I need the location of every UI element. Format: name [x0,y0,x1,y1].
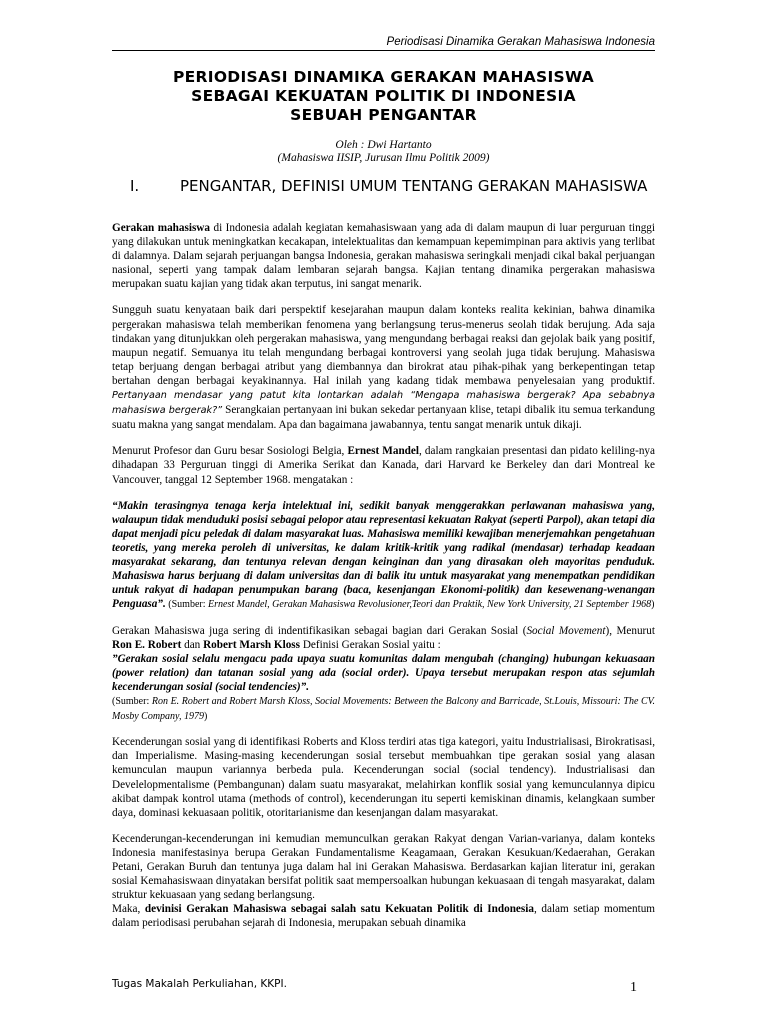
p4-text2: ), Menurut [605,624,655,637]
author-affiliation: (Mahasiswa IISIP, Jurusan Ilmu Politik 2009) [277,152,490,164]
title-line-2: SEBAGAI KEKUATAN POLITIK DI INDONESIA [191,87,576,105]
p7-text1: Maka, [112,903,145,916]
section-title: PENGANTAR, DEFINISI UMUM TENTANG GERAKAN MAHASISWA [180,177,648,195]
paragraph-5: Kecenderungan sosial yang di identifikasi Roberts and Kloss terdiri atas tiga kategori, yaitu Industrialisasi, Birokratisasi, dan Imperialisme. Masing-masing kecenderungan sosial tersebut membuahkan tipe gerakan sosial yang alasan kemunculan maupun variannya berbeda pula. Kecenderungan social (social tendency). Industrialisasi dan Develelopmentalisme (Pembangunan) dalam suatu masyarakat, melahirkan konflik sosial yang kemunculannya dipicu akibat dampak kontrol utama (methods of control), kecenderungan itu seperti kemiskinan dinamis, kelangkaan sumber daya, dominasi kekuasaan politik, otoritarianisme dan kesenjangan dalam masyarakat. [112,736,655,819]
p4-name1: Ron E. Robert [112,638,182,651]
p4-text3: dan [181,638,204,651]
quote2-src: Ron E. Robert and Robert Marsh Kloss, Social Movements: Between the Balcony and Barricade, St.Louis, Missouri: The CV. Mosby Company, 1979 [112,696,655,722]
quote2-src-end: ) [203,710,208,722]
p4-text1: Gerakan Mahasiswa juga sering di indentifikasikan sebagai bagian dari Gerakan Sosial ( [112,624,527,637]
quote-robert-kloss [112,652,655,694]
p7-bold: devinisi Gerakan Mahasiswa sebagai salah satu Kekuatan Politik di Indonesia [144,903,534,916]
p3-text2: , dalam rangkaian presentasi dan pidato keliling-nya dihadapan 33 Perguruan tinggi di Amerika Serikat dan Kanada, dari Harvard ke Berkeley dan dari Montreal ke Vancouver, tanggal 12 September 1968. mengatakan : [112,445,655,486]
p2-text2: Serangkaian pertanyaan ini bukan sekedar pertanyaan klise, tetapi dibalik itu semua terkandung suatu makna yang sangat mendalam. Apa dan bagaimana jawabannya, tentu sangat menarik untuk dikaji. [112,404,655,432]
document-body [112,221,655,942]
paragraph-7 [112,902,655,930]
quote-mandel-text: “Makin terasingnya tenaga kerja intelektual ini, sedikit banyak menggerakkan perlawanan mahasiswa yang, walaupun tidak menduduki posisi sebagai pelopor atau representasi kekuatan Rakyat (seperti Parpol), akan tetapi dia dapat menjadi picu peledak di dalam masyarakat luas. Mahasiswa memiliki kewajiban menerjemahkan pengetahuan teoretis, yang mereka peroleh di universitas, ke dalam kritik-kritik yang radikal (mendasar) terhadap keadaan masyarakat sekarang, dan tentunya relevan dengan keinginan dan yang dirasakan oleh mayoritas penduduk. Mahasiswa harus berjuang di dalam universitas dan di balik itu untuk masyarakat yang menempatkan pendidikan untuk rakyat di hadapan penumpukan barang (baca, kesenjangan Ekonomi-politik) dan kesewenang-wenangan Penguasa”. [112,499,655,611]
quote-robert-kloss-source [112,694,655,723]
page-number: 1 [630,980,637,995]
p1-text: di Indonesia adalah kegiatan kemahasiswaan yang ada di dalam maupun di luar perguruan tinggi yang dilakukan untuk meningkatkan kecakapan, intelektualitas dan kemampuan kepemimpinan para aktivis yang terlibat di dalamnya. Dalam sejarah perjuangan bangsa Indonesia, gerakan mahasiswa seringkali menjadi cikal bakal perjuangan nasional, seperti yang tampak dalam lembaran sejarah bangsa. Kajian tentang dinamika pergerakan mahasiswa merupakan suatu kajian yang tidak akan terputus, ini sangat menarik. [112,222,655,291]
p4-text4: Definisi Gerakan Sosial yaitu : [300,638,441,651]
p2-question: Pertanyaan mendasar yang patut kita lontarkan adalah “Mengapa mahasiswa bergerak? Apa sebabnya mahasiswa bergerak?” [112,390,655,417]
p3-name: Ernest Mandel [347,445,419,458]
paragraph-1 [112,221,655,291]
section-number: I. [130,177,140,195]
author-block [112,139,655,165]
quote-mandel [112,499,655,612]
p7-text2: , dalam setiap momentum dalam periodisasi perubahan sejarah di Indonesia, merupakan sebuah dinamika [112,903,655,930]
author-name: Oleh : Dwi Hartanto [335,139,432,151]
running-header: Periodisasi Dinamika Gerakan Mahasiswa Indonesia [112,36,655,51]
page-footer: Tugas Makalah Perkuliahan, KKPI. [112,978,287,990]
document-title [112,68,655,125]
paragraph-4 [112,624,655,652]
quote2-src-label: (Sumber: [112,696,152,708]
p4-italic: Social Movement [526,624,606,637]
p4-name2: Robert Marsh Kloss [203,638,301,651]
p2-text1: Sungguh suatu kenyataan baik dari perspektif kesejarahan maupun dalam konteks realita kekinian, bahwa dinamika pergerakan mahasiswa telah memberikan fenomena yang berlangsung terus-menerus seolah tidak berujung. Ada saja tindakan yang ditunjukkan oleh pergerakan mahasiswa, yang mengundang berbagai reaksi dan gejolak baik yang positif, maupun negatif. Semuanya itu telah mengundang berbagai kontroversi yang seolah juga tidak berujung. Mahasiswa tetap berjuang dengan berbagai atribut yang diembannya dan birokrat atau pihak-pihak yang berkepentingan tetap bertahan dengan berbagai keyakinannya. Hal inilah yang kadang tidak membawa penyelesaian yang produktif. [112,304,655,387]
p1-lead: Gerakan mahasiswa [112,222,210,234]
paragraph-2 [112,303,655,432]
quote-mandel-src: Ernest Mandel, Gerakan Mahasiswa Revolusioner,Teori dan Praktik, New York University, 21 September 1968 [208,599,652,611]
section-heading [130,177,660,195]
title-line-3: SEBUAH PENGANTAR [290,106,477,124]
paragraph-6: Kecenderungan-kecenderungan ini kemudian memunculkan gerakan Rakyat dengan Varian-varianya, dalam konteks Indonesia manifestasinya berupa Gerakan Fundamentalisme Keagamaan, Gerakan Kesukuan/Kedaerahan, Gerakan Petani, Gerakan Buruh dan tentunya juga dalam hal ini Gerakan Mahasiswa. Berdasarkan kajian literatur ini, gerakan sosial Kemahasiswaan dinyatakan bersifat politik saat mempersoalkan hubungan kekuasaan di tengah masyarakat, dalam struktur kekuasaan yang sedang berlangsung. [112,832,655,902]
paragraph-3 [112,444,655,486]
quote-mandel-src-end: ) [651,599,655,611]
quote-robert-kloss-text: ”Gerakan sosial selalu mengacu pada upaya suatu komunitas dalam mengubah (changing) hubungan kekuasaan (power relation) dan tatanan sosial yang ada (social order). Upaya tersebut merupakan respon atas sejumlah kecenderungan sosial (social tendencies)”. [112,652,655,694]
quote-mandel-src-label: (Sumber: [165,599,208,611]
title-line-1: PERIODISASI DINAMIKA GERAKAN MAHASISWA [172,68,595,86]
p3-text1: Menurut Profesor dan Guru besar Sosiologi Belgia, [112,445,348,458]
